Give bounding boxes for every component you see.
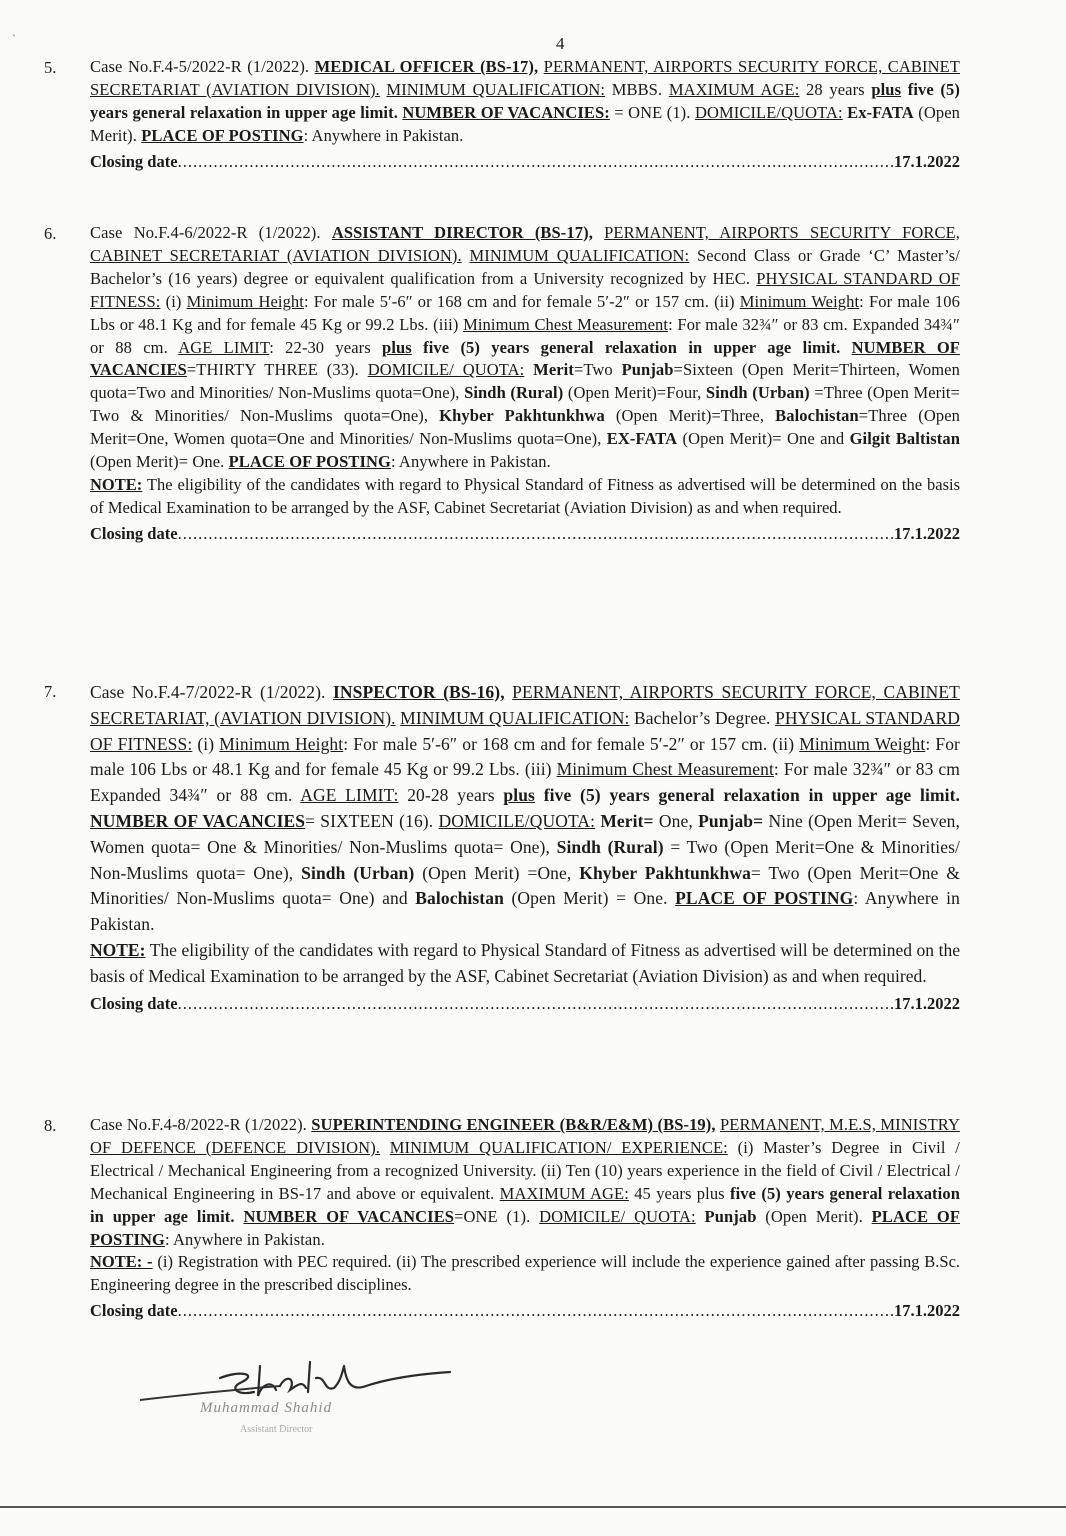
- signature-title: Assistant Director: [240, 1424, 313, 1435]
- note: NOTE: The eligibility of the candidates with regard to Physical Standard of Fitness as advertised will be determined on the basis of Medical Examination to be arranged by the ASF, Cabinet Secretariat (Aviation Division) as and when required.: [90, 939, 960, 986]
- case-number: 8.: [44, 1116, 57, 1135]
- post-title: ASSISTANT DIRECTOR (BS-17),: [331, 223, 593, 242]
- case-number: 5.: [44, 58, 57, 77]
- case-6: [44, 222, 960, 545]
- case-body: Case No.F.4-5/2022-R (1/2022). MEDICAL OFFICER (BS-17), PERMANENT, AIRPORTS SECURITY FORCE, CABINET SECRETARIAT (AVIATION DIVISION). MINIMUM QUALIFICATION: MBBS. MAXIMUM AGE: 28 years plus five (5) years general relaxation in upper age limit. NUMBER OF VACANCIES: = ONE (1). DOMICILE/QUOTA: Ex-FATA (Open Merit). PLACE OF POSTING: Anywhere in Pakistan.: [90, 57, 960, 145]
- case-number: 6.: [44, 224, 57, 243]
- page-number: 4: [556, 34, 565, 53]
- case-5: [44, 56, 960, 173]
- case-number: 7.: [44, 682, 57, 701]
- closing-date: Closing date ..... 17.1.2022: [90, 992, 960, 1015]
- note: NOTE: The eligibility of the candidates with regard to Physical Standard of Fitness as advertised will be determined on the basis of Medical Examination to be arranged by the ASF, Cabinet Secretariat (Aviation Division) as and when required.: [90, 474, 960, 517]
- signature-name: Muhammad Shahid: [200, 1400, 333, 1416]
- bottom-rule: [0, 1506, 1066, 1508]
- organization: PERMANENT, AIRPORTS SECURITY FORCE, CABINET SECRETARIAT (AVIATION DIVISION).: [90, 223, 960, 265]
- post-title: MEDICAL OFFICER (BS-17),: [314, 57, 539, 76]
- case-7: [44, 680, 960, 1015]
- post-title: SUPERINTENDING ENGINEER (B&R/E&M) (BS-19),: [311, 1115, 716, 1134]
- closing-date: Closing date ..... 17.1.2022: [90, 150, 960, 173]
- case-8: [44, 1114, 960, 1322]
- scan-mark: ˋ: [12, 32, 16, 46]
- organization: PERMANENT, AIRPORTS SECURITY FORCE, CABINET SECRETARIAT, (AVIATION DIVISION).: [90, 682, 960, 728]
- note: NOTE: - (i) Registration with PEC required. (ii) The prescribed experience will include the experience gained after passing B.Sc. Engineering degree in the prescribed disciplines.: [90, 1252, 961, 1295]
- organization: PERMANENT, M.E.S, MINISTRY OF DEFENCE (DEFENCE DIVISION).: [90, 1115, 961, 1157]
- organization: PERMANENT, AIRPORTS SECURITY FORCE, CABINET SECRETARIAT (AVIATION DIVISION).: [90, 57, 960, 99]
- case-body: Case No.F.4-6/2022-R (1/2022). ASSISTANT DIRECTOR (BS-17), PERMANENT, AIRPORTS SECURITY FORCE, CABINET SECRETARIAT (AVIATION DIVISION). MINIMUM QUALIFICATION: Second Class or Grade ‘C’ Master’s/ Bachelor’s (16 years) degree or equivalent qualification from a University recognized by HEC. PHYSICAL STANDARD OF FITNESS: (i) Minimum Height: For male 5′-6″ or 168 cm and for female 5′-2″ or 157 cm. (ii) Minimum Weight: For male 106 Lbs or 48.1 Kg and for female 45 Kg or 99.2 Lbs. (iii) Minimum Chest Measurement: For male 32¾″ or 83 cm. Expanded 34¾″ or 88 cm. AGE LIMIT: 22-30 years plus five (5) years general relaxation in upper age limit. NUMBER OF VACANCIES=THIRTY THREE (33). DOMICILE/ QUOTA: Merit=Two Punjab=Sixteen (Open Merit=Thirteen, Women quota=Two and Minorities/ Non-Muslims quota=One), Sindh (Rural) (Open Merit)=Four, Sindh (Urban) =Three (Open Merit= Two & Minorities/ Non-Muslims quota=One), Khyber Pakhtunkhwa (Open Merit)=Three, Balochistan=Three (Open Merit=One, Women quota=One and Minorities/ Non-Muslims quota=One), EX-FATA (Open Merit)= One and Gilgit Baltistan (Open Merit)= One. PLACE OF POSTING: Anywhere in Pakistan.: [90, 223, 961, 472]
- closing-date: Closing date ..... 17.1.2022: [90, 522, 960, 545]
- case-body: Case No.F.4-8/2022-R (1/2022). SUPERINTENDING ENGINEER (B&R/E&M) (BS-19), PERMANENT, M.E.S, MINISTRY OF DEFENCE (DEFENCE DIVISION). MINIMUM QUALIFICATION/ EXPERIENCE: (i) Master’s Degree in Civil / Electrical / Mechanical Engineering from a recognized University. (ii) Ten (10) years experience in the field of Civil / Electrical / Mechanical Engineering in BS-17 and above or equivalent. MAXIMUM AGE: 45 years plus five (5) years general relaxation in upper age limit. NUMBER OF VACANCIES=ONE (1). DOMICILE/ QUOTA: Punjab (Open Merit). PLACE OF POSTING: Anywhere in Pakistan.: [90, 1115, 961, 1249]
- closing-date: Closing date ..... 17.1.2022: [90, 1299, 960, 1322]
- case-body: Case No.F.4-7/2022-R (1/2022). INSPECTOR (BS-16), PERMANENT, AIRPORTS SECURITY FORCE, CABINET SECRETARIAT, (AVIATION DIVISION). MINIMUM QUALIFICATION: Bachelor’s Degree. PHYSICAL STANDARD OF FITNESS: (i) Minimum Height: For male 5′-6″ or 168 cm and for female 5′-2″ or 157 cm. (ii) Minimum Weight: For male 106 Lbs or 48.1 Kg and for female 45 Kg or 99.2 Lbs. (iii) Minimum Chest Measurement: For male 32¾″ or 83 cm Expanded 34¾″ or 88 cm. AGE LIMIT: 20-28 years plus five (5) years general relaxation in upper age limit. NUMBER OF VACANCIES= SIXTEEN (16). DOMICILE/QUOTA: Merit= One, Punjab= Nine (Open Merit= Seven, Women quota= One & Minorities/ Non-Muslims quota= One), Sindh (Rural) = Two (Open Merit=One & Minorities/ Non-Muslims quota= One), Sindh (Urban) (Open Merit) =One, Khyber Pakhtunkhwa= Two (Open Merit=One & Minorities/ Non-Muslims quota= One) and Balochistan (Open Merit) = One. PLACE OF POSTING: Anywhere in Pakistan.: [90, 682, 960, 935]
- post-title: INSPECTOR (BS-16),: [332, 682, 505, 702]
